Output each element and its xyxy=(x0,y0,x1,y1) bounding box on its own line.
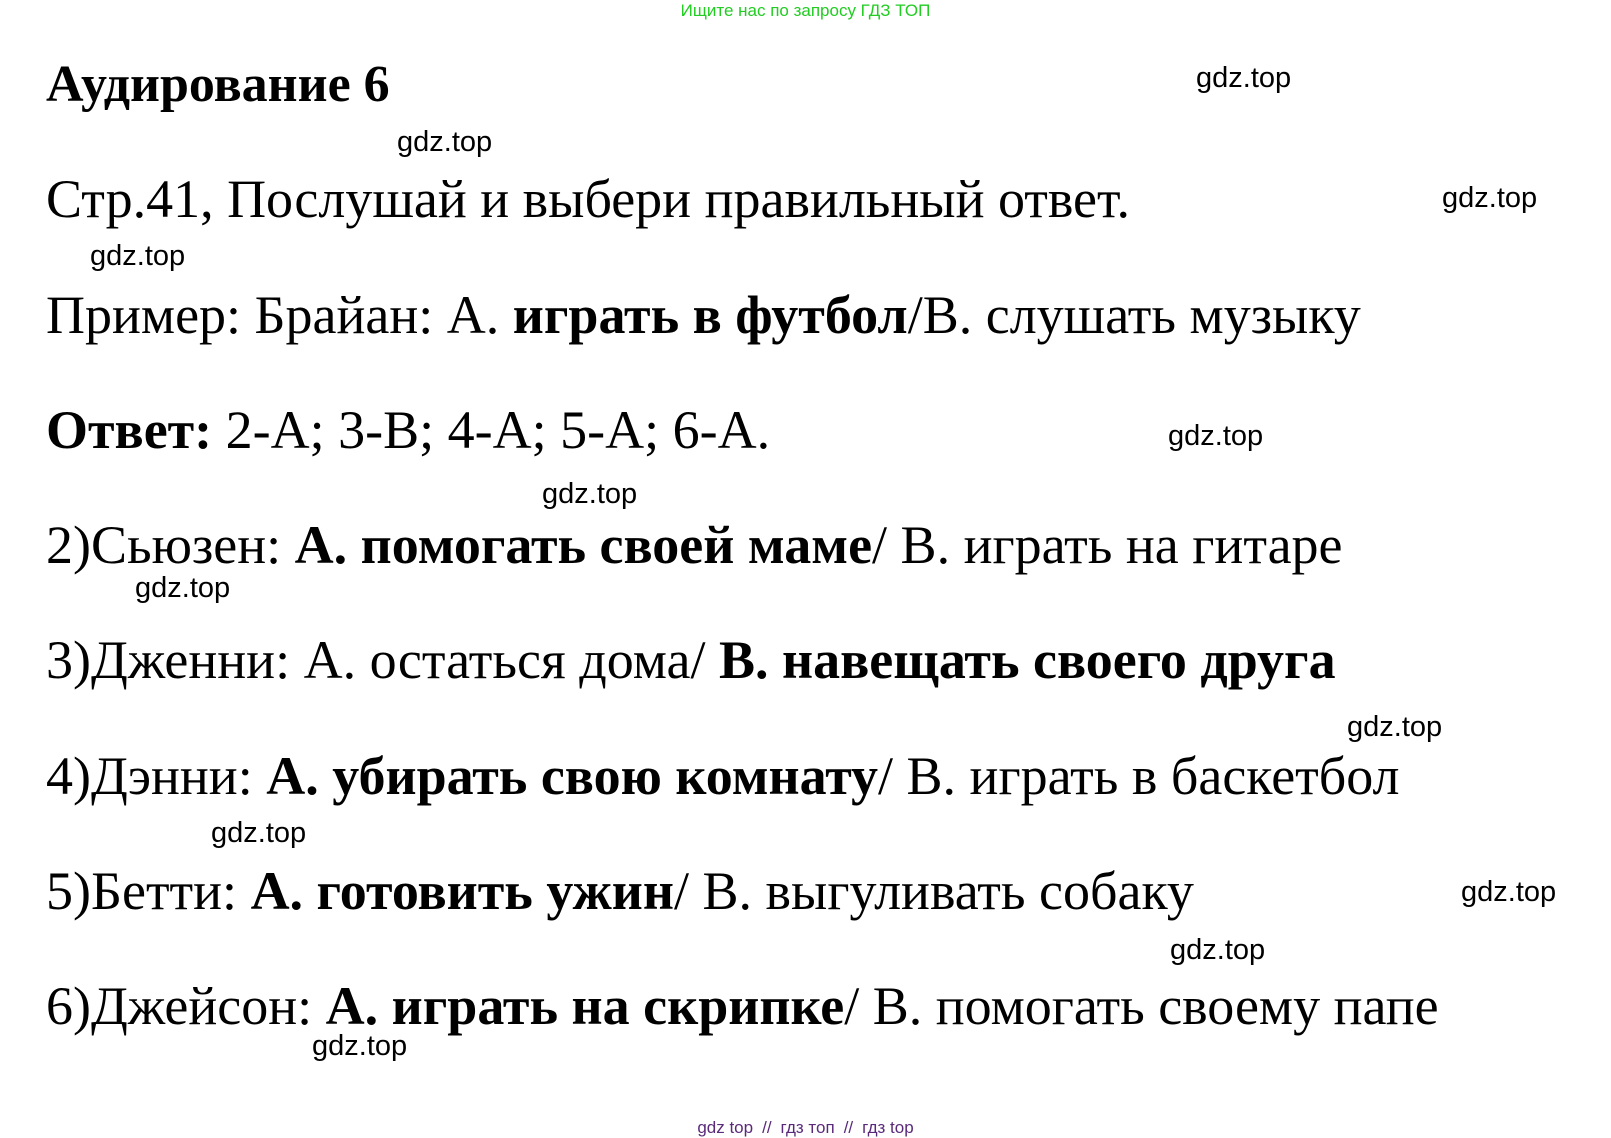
watermark: gdz.top xyxy=(542,478,638,510)
watermark: gdz.top xyxy=(1170,934,1266,966)
item-bold: А. играть на скрипке xyxy=(325,976,845,1036)
footer-separator: // xyxy=(843,1118,854,1137)
item-prefix: 5)Бетти: xyxy=(46,861,251,921)
item-prefix: 4)Дэнни: xyxy=(46,746,267,806)
footer-link[interactable]: гдз top xyxy=(862,1118,914,1137)
watermark: gdz.top xyxy=(90,240,186,272)
item-prefix: 2)Сьюзен: xyxy=(46,515,295,575)
item-line-3 xyxy=(46,630,1336,690)
watermark: gdz.top xyxy=(1168,420,1264,452)
watermark: gdz.top xyxy=(312,1030,408,1062)
item-suffix: / В. выгуливать собаку xyxy=(674,861,1194,921)
item-suffix: / В. играть на гитаре xyxy=(872,515,1343,575)
item-bold: В. навещать своего друга xyxy=(718,630,1336,690)
item-prefix: 6)Джейсон: xyxy=(46,976,326,1036)
answer-label: Ответ: xyxy=(46,400,213,460)
item-bold: А. помогать своей маме xyxy=(294,515,873,575)
item-line-4 xyxy=(46,746,1400,806)
item-suffix: / В. играть в баскетбол xyxy=(878,746,1400,806)
item-line-5 xyxy=(46,861,1194,921)
footer-link[interactable]: гдз топ xyxy=(780,1118,835,1137)
item-bold: А. убирать свою комнату xyxy=(266,746,879,806)
watermark: gdz.top xyxy=(1461,876,1557,908)
watermark: gdz.top xyxy=(1442,182,1538,214)
footer-link[interactable]: gdz top xyxy=(697,1118,754,1137)
item-bold: А. готовить ужин xyxy=(250,861,675,921)
item-line-6 xyxy=(46,976,1439,1036)
watermark: gdz.top xyxy=(397,126,493,158)
footer-links xyxy=(0,1118,1611,1138)
watermark: gdz.top xyxy=(1347,711,1443,743)
watermark: gdz.top xyxy=(211,817,307,849)
watermark: gdz.top xyxy=(135,572,231,604)
answer-text: 2-А; 3-В; 4-А; 5-А; 6-А. xyxy=(212,400,771,460)
top-search-note: Ищите нас по запросу ГДЗ ТОП xyxy=(680,1,931,20)
example-bold: играть в футбол xyxy=(512,285,908,345)
example-line xyxy=(46,285,1361,345)
example-suffix: /В. слушать музыку xyxy=(907,285,1361,345)
item-suffix: / В. помогать своему папе xyxy=(844,976,1439,1036)
page-title: Аудирование 6 xyxy=(46,56,390,113)
example-prefix: Пример: Брайан: А. xyxy=(46,285,513,345)
answer-line xyxy=(46,400,771,460)
watermark: gdz.top xyxy=(1196,62,1292,94)
footer-separator: // xyxy=(762,1118,772,1137)
item-line-2 xyxy=(46,515,1343,575)
task-instruction: Стр.41, Послушай и выбери правильный ответ. xyxy=(46,169,1131,229)
item-prefix: 3)Дженни: А. остаться дома/ xyxy=(46,630,719,690)
